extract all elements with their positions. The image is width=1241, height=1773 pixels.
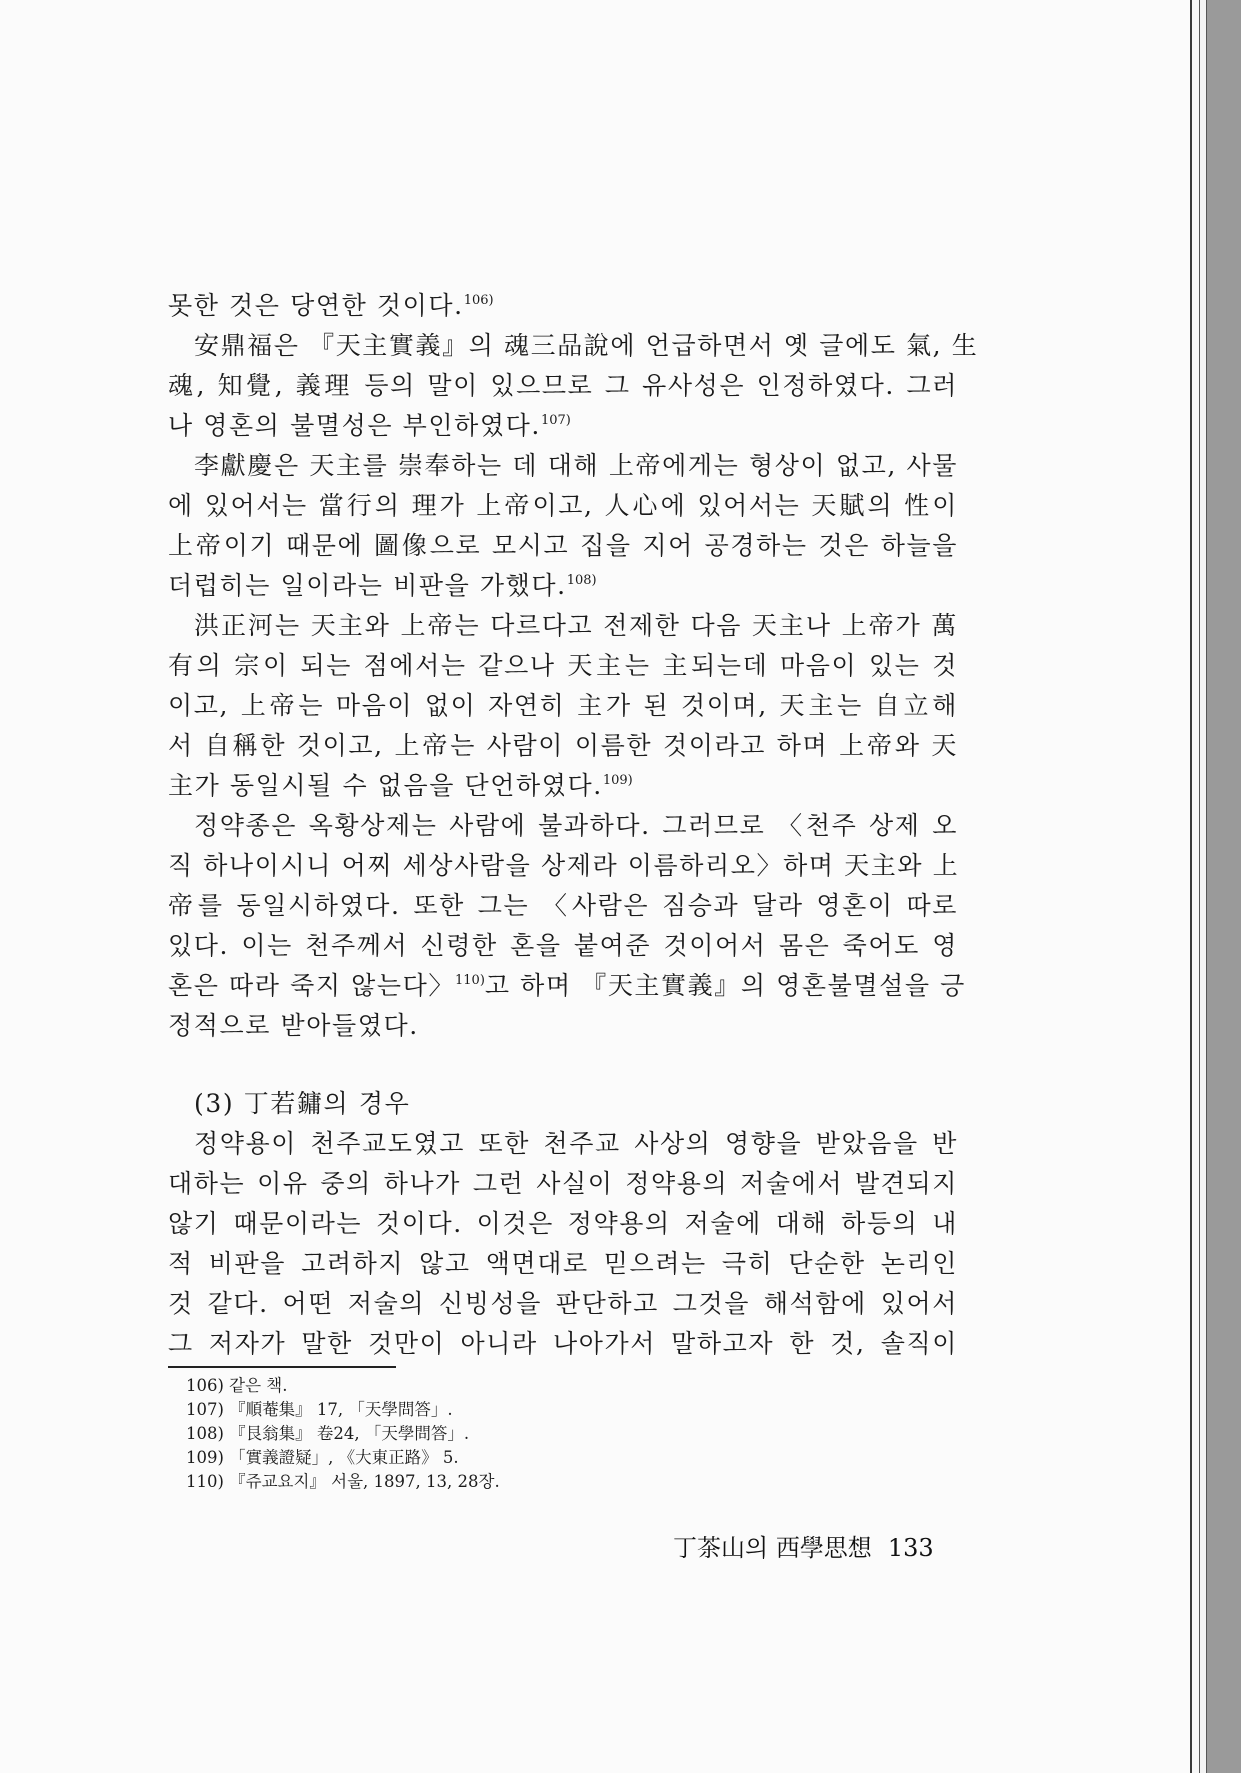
text-line: 더럽히는 일이라는 비판을 가했다.$^{108)}$ [168, 571, 597, 600]
text-line: 나 영혼의 불멸성은 부인하였다.$^{107)}$ [168, 411, 571, 440]
text-line: 帝를 동일시하였다. 또한 그는 〈사람은 짐승과 달라 영혼이 따로 [168, 891, 958, 920]
text-line: 정적으로 받아들였다. [168, 1011, 419, 1040]
footnote: 107) 『順菴集』 17, 「天學問答」. [186, 1400, 453, 1419]
footnote-ref: 108) [566, 573, 597, 588]
text-line: 上帝이기 때문에 圖像으로 모시고 집을 지어 공경하는 것은 하늘을 [168, 531, 958, 560]
text-line: 않기 때문이라는 것이다. 이것은 정약용의 저술에 대해 하등의 내 [168, 1209, 958, 1238]
text-line: 李獻慶은 天主를 崇奉하는 데 대해 上帝에게는 형상이 없고, 사물 [194, 451, 958, 480]
footnote-ref: 109) [602, 773, 633, 788]
text-line: 이고, 上帝는 마음이 없이 자연히 主가 된 것이며, 天主는 自立해 [168, 691, 958, 720]
section-heading: (3) 丁若鏞의 경우 [194, 1089, 411, 1118]
running-title: 丁茶山의 西學思想 [673, 1534, 872, 1562]
page-number: 133 [887, 1534, 934, 1562]
text-line: 主가 동일시될 수 없음을 단언하였다.$^{109)}$ [168, 771, 633, 800]
footnote: 106) 같은 책. [186, 1376, 288, 1395]
body-text [168, 286, 979, 1364]
text-line: 못한 것은 당연한 것이다.$^{106)}$ [168, 291, 494, 320]
text-line: 정약용이 천주교도였고 또한 천주교 사상의 영향을 받았음을 반 [194, 1129, 958, 1158]
footnote-ref: 106) [463, 293, 494, 308]
footnote: 108) 『艮翁集』 卷24, 「天學問答」. [186, 1424, 470, 1443]
text-line: 직 하나이시니 어찌 세상사람을 상제라 이름하리오〉하며 天主와 上 [168, 851, 960, 880]
running-footer [673, 1528, 934, 1563]
footnote-ref: 110) [455, 973, 485, 988]
text-line: 魂, 知覺, 義理 등의 말이 있으므로 그 유사성은 인정하였다. 그러 [168, 371, 958, 400]
text-line: 대하는 이유 중의 하나가 그런 사실이 정약용의 저술에서 발견되지 [168, 1169, 958, 1198]
text-line: 있다. 이는 천주께서 신령한 혼을 붙여준 것이어서 몸은 죽어도 영 [168, 931, 958, 960]
footnotes [186, 1374, 500, 1494]
text-line: 그 저자가 말한 것만이 아니라 나아가서 말하고자 한 것, 솔직이 [168, 1329, 958, 1358]
text-line: 有의 宗이 되는 점에서는 같으나 天主는 主되는데 마음이 있는 것 [168, 651, 958, 680]
text-line: 적 비판을 고려하지 않고 액면대로 믿으려는 극히 단순한 논리인 [168, 1249, 958, 1278]
text-line: 서 自稱한 것이고, 上帝는 사람이 이름한 것이라고 하며 上帝와 天 [168, 731, 958, 760]
footnote-divider [168, 1366, 396, 1368]
text-line: 정약종은 옥황상제는 사람에 불과하다. 그러므로 〈천주 상제 오 [194, 811, 958, 840]
text-line: 것 같다. 어떤 저술의 신빙성을 판단하고 그것을 해석함에 있어서 [168, 1289, 958, 1318]
text-line: 安鼎福은 『天主實義』의 魂三品說에 언급하면서 옛 글에도 氣, 生 [194, 331, 979, 360]
footnote: 109) 「實義證疑」, 《大東正路》 5. [186, 1448, 459, 1467]
footnote: 110) 『쥬교요지』 서울, 1897, 13, 28장. [186, 1472, 500, 1491]
text-line: 에 있어서는 當行의 理가 上帝이고, 人心에 있어서는 天賦의 性이 [168, 491, 958, 520]
text-line: 혼은 따라 죽지 않는다〉$^{110)}$고 하며 『天主實義』의 영혼불멸설을 긍 [168, 971, 966, 1000]
footnote-ref: 107) [540, 413, 571, 428]
text-line: 洪正河는 天主와 上帝는 다르다고 전제한 다음 天主나 上帝가 萬 [194, 611, 958, 640]
